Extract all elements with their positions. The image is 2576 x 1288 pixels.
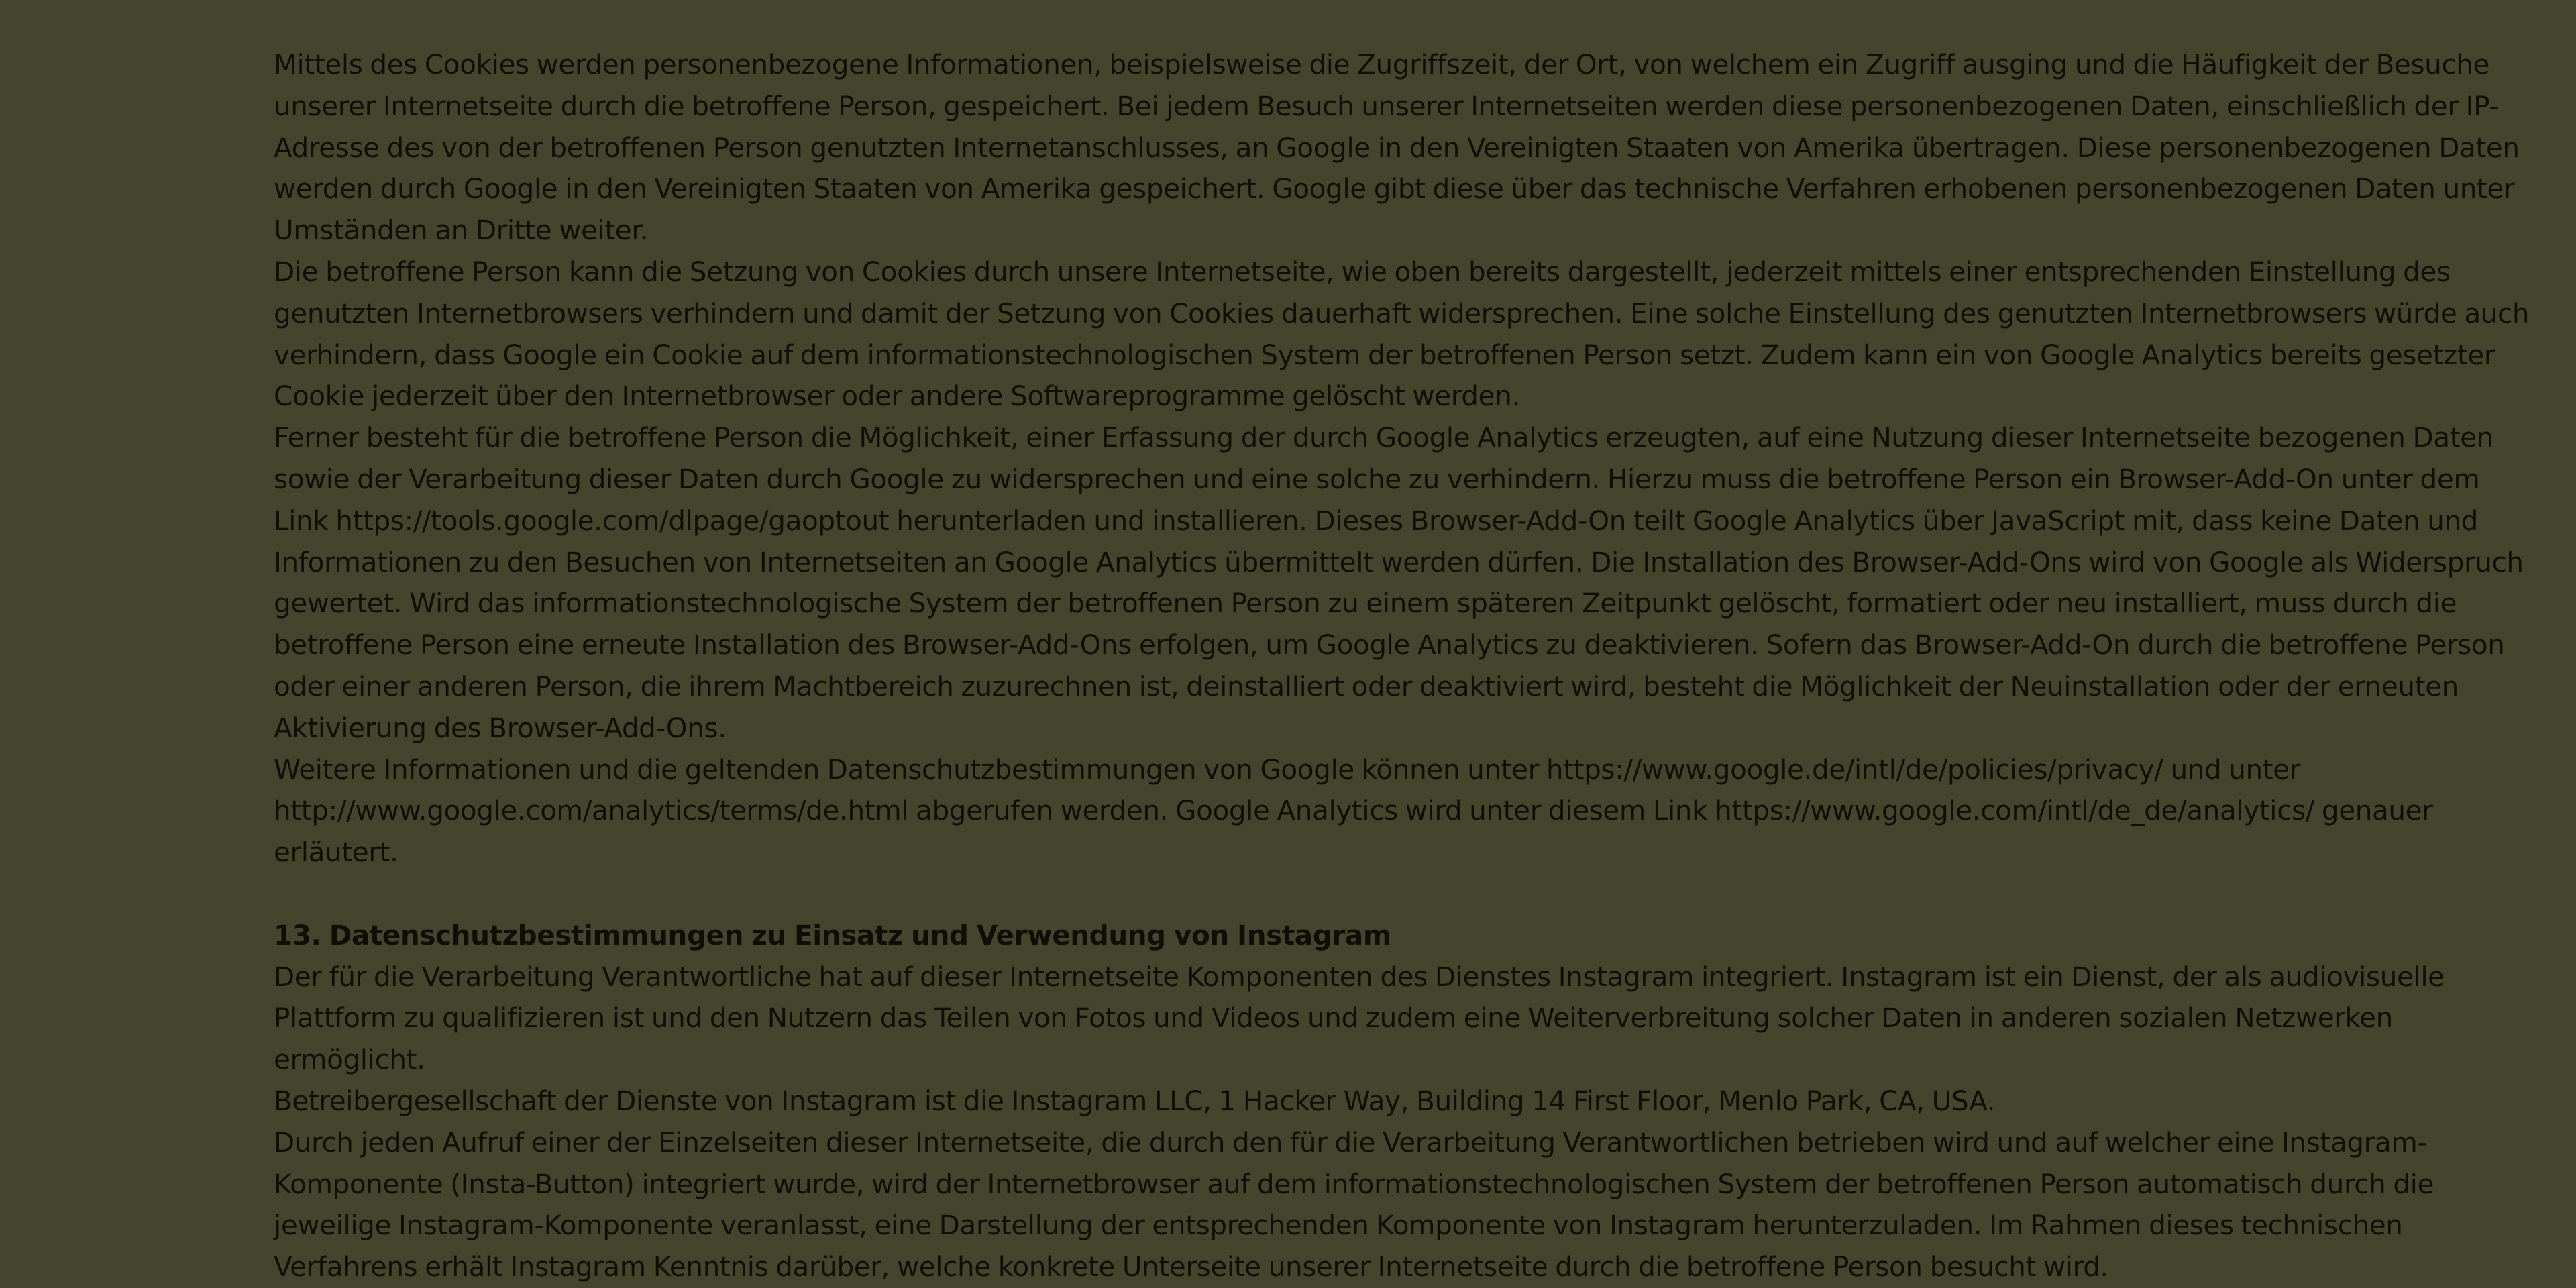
paragraph-opt-out-addon: Ferner besteht für die betroffene Person die Möglichkeit, einer Erfassung der durch Google Analytics erzeugten, auf eine Nutzung dieser Internetseite bezogenen Daten sowie der Verarbeitung dieser Daten durch Google zu widersprechen und eine solche zu verhindern. Hierzu muss die betroffene Person ein Browser-Add-On unter dem Link https://tools.google.com/dlpage/gaoptout herunterladen und installieren. Dieses Browser-Add-On teilt Google Analytics über JavaScript mit, dass keine Daten und Informationen zu den Besuchen von Internetseiten an Google Analytics übermittelt werden dürfen. Die Installation des Browser-Add-Ons wird von Google als Widerspruch gewertet. Wird das informationstechnologische System der betroffenen Person zu einem späteren Zeitpunkt gelöscht, formatiert oder neu installiert, muss durch die betroffene Person eine erneute Installation des Browser-Add-Ons erfolgen, um Google Analytics zu deaktivieren. Sofern das Browser-Add-On durch die betroffene Person oder einer anderen Person, die ihrem Machtbereich zuzurechnen ist, deinstalliert oder deaktiviert wird, besteht die Möglichkeit der Neuinstallation oder der erneuten Aktivierung des Browser-Add-Ons.	[274, 421, 2524, 744]
paragraph-cookie-prevention: Die betroffene Person kann die Setzung von Cookies durch unsere Internetseite, wie oben bereits dargestellt, jederzeit mittels einer entsprechenden Einstellung des genutzten Internetbrowsers verhindern und damit der Setzung von Cookies dauerhaft widersprechen. Eine solche Einstellung des genutzten Internetbrowsers würde auch verhindern, dass Google ein Cookie auf dem informationstechnologischen System der betroffenen Person setzt. Zudem kann ein von Google Analytics bereits gesetzter Cookie jederzeit über den Internetbrowser oder andere Softwareprogramme gelöscht werden.	[274, 255, 2530, 413]
paragraph-instagram-intro: Der für die Verarbeitung Verantwortliche hat auf dieser Internetseite Komponenten des Dienstes Instagram integriert. Instagram ist ein Dienst, der als audiovisuelle Plattform zu qualifizieren ist und den Nutzern das Teilen von Fotos und Videos und zudem eine Weiterverbreitung solcher Daten in anderen sozialen Netzwerken ermöglicht.	[274, 960, 2445, 1076]
section-heading-instagram: 13. Datenschutzbestimmungen zu Einsatz und Verwendung von Instagram	[274, 918, 1391, 951]
section-spacer	[274, 873, 2536, 915]
paragraph-instagram-component: Durch jeden Aufruf einer der Einzelseiten dieser Internetseite, die durch den für die Verarbeitung Verantwortlichen betrieben wird und auf welcher eine Instagram-Komponente (Insta-Button) integriert wurde, wird der Internetbrowser auf dem informationstechnologischen System der betroffenen Person automatisch durch die jeweilige Instagram-Komponente veranlasst, eine Darstellung der entsprechenden Komponente von Instagram herunterzuladen. Im Rahmen dieses technischen Verfahrens erhält Instagram Kenntnis darüber, welche konkrete Unterseite unserer Internetseite durch die betroffene Person besucht wird.	[274, 1126, 2434, 1283]
paragraph-further-info: Weitere Informationen und die geltenden Datenschutzbestimmungen von Google können unter https://www.google.de/intl/de/policies/privacy/ und unter http://www.google.com/analytics/terms/de.html abgerufen werden. Google Analytics wird unter diesem Link https://www.google.com/intl/de_de/analytics/ genauer erläutert.	[274, 753, 2433, 869]
paragraph-instagram-operator: Betreibergesellschaft der Dienste von Instagram ist die Instagram LLC, 1 Hacker Way, Building 14 First Floor, Menlo Park, CA, USA.	[274, 1084, 1996, 1117]
paragraph-cookie-data: Mittels des Cookies werden personenbezogene Informationen, beispielsweise die Zugriffszeit, der Ort, von welchem ein Zugriff ausging und die Häufigkeit der Besuche unserer Internetseite durch die betroffene Person, gespeichert. Bei jedem Besuch unserer Internetseiten werden diese personenbezogenen Daten, einschließlich der IP-Adresse des von der betroffenen Person genutzten Internetanschlusses, an Google in den Vereinigten Staaten von Amerika übertragen. Diese personenbezogenen Daten werden durch Google in den Vereinigten Staaten von Amerika gespeichert. Google gibt diese über das technische Verfahren erhobenen personenbezogenen Daten unter Umständen an Dritte weiter.	[274, 48, 2520, 247]
privacy-policy-text	[274, 44, 2536, 1288]
